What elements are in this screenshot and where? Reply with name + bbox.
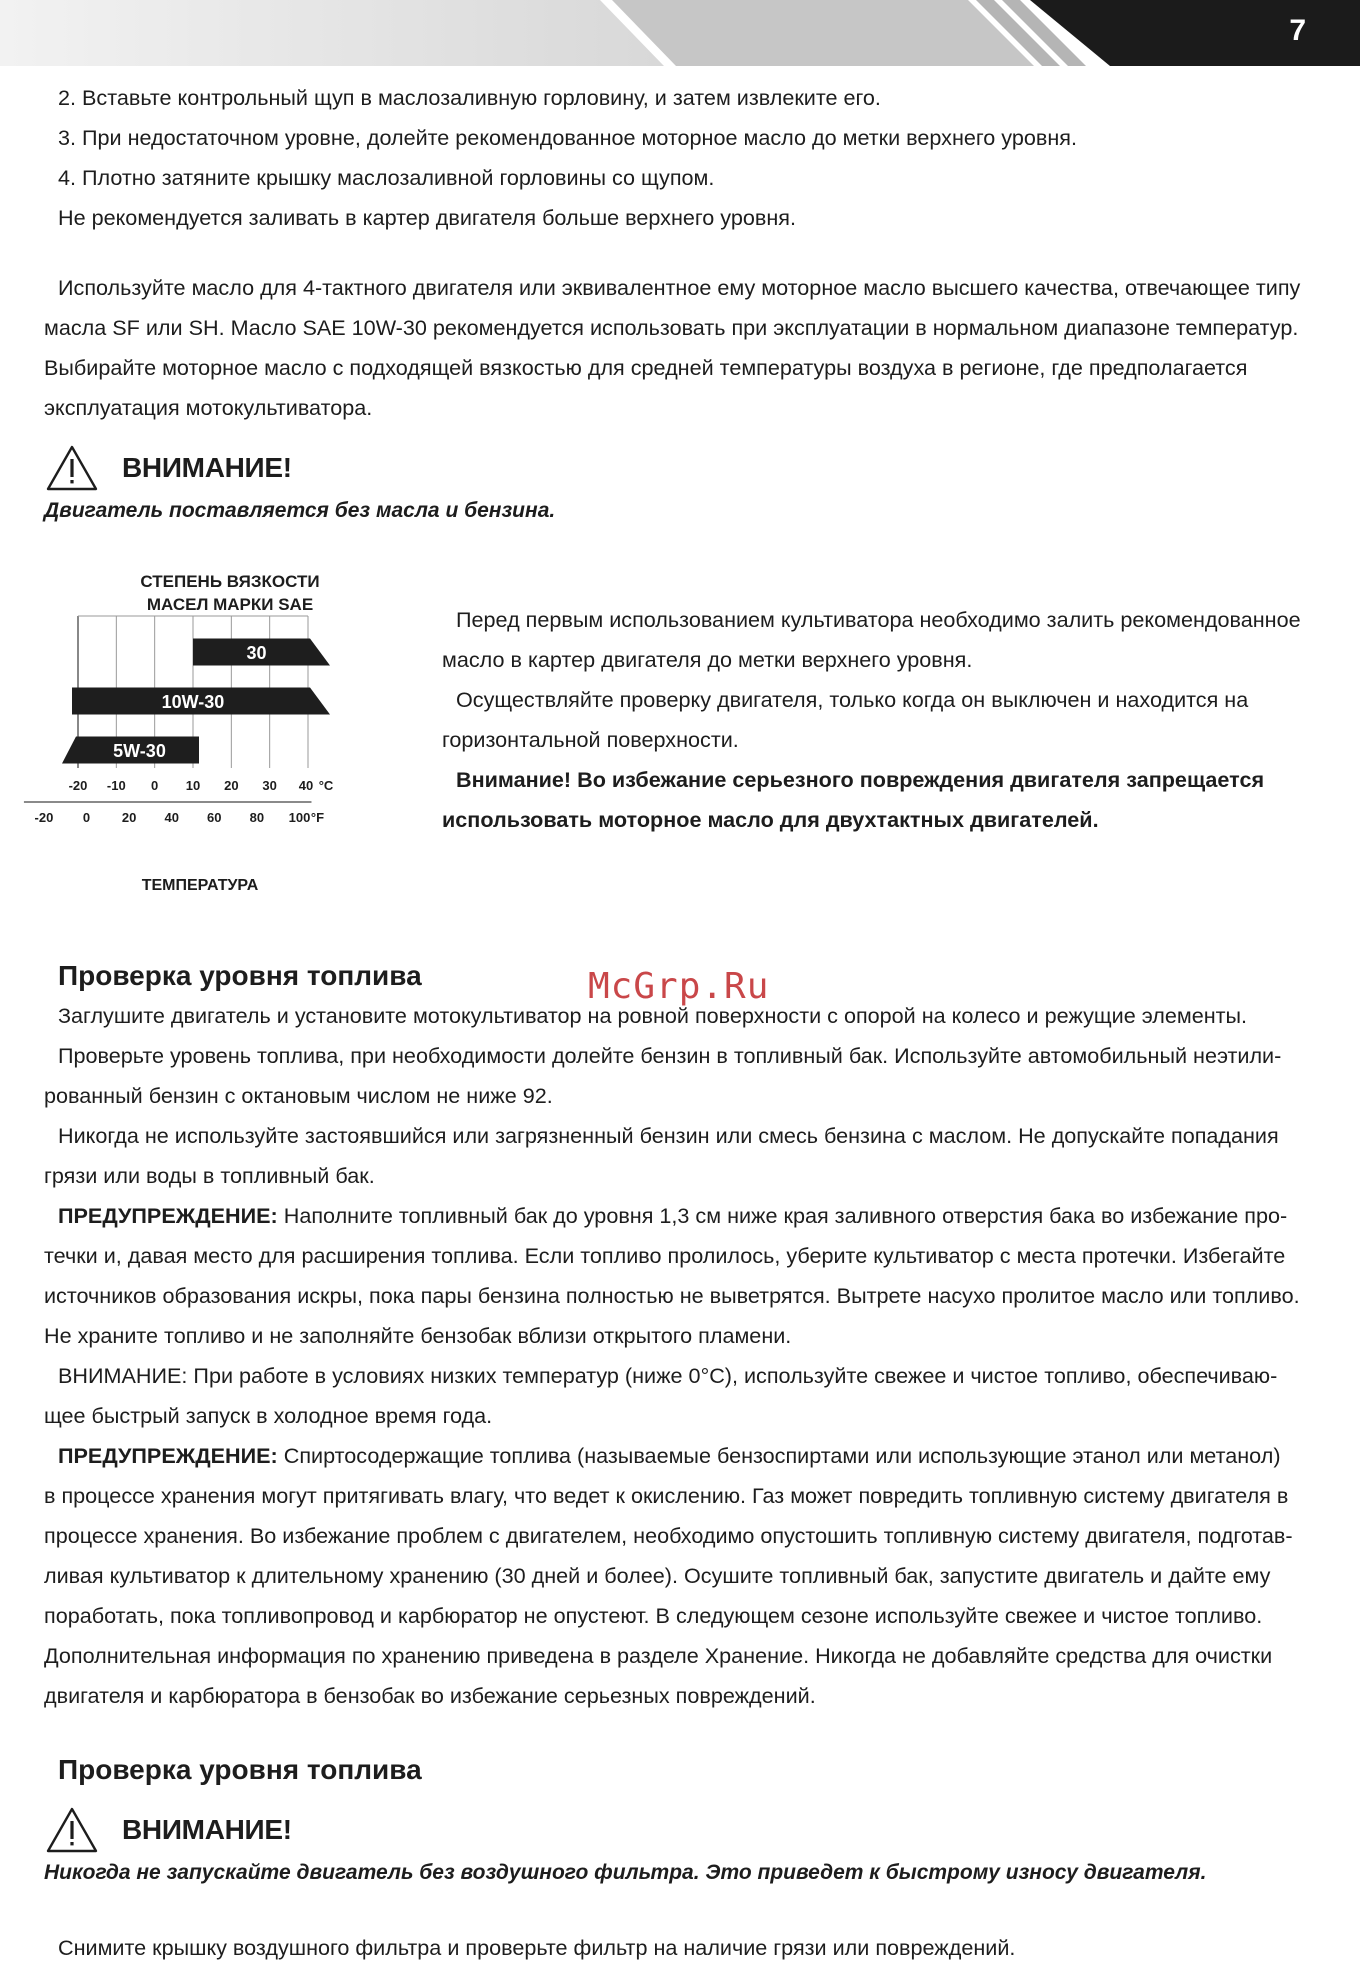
chart-tick-label-f: 40 [164, 810, 179, 825]
chart-tick-label-c: 0 [151, 778, 159, 793]
oil-line-2: масла SF или SH. Масло SAE 10W-30 рекомендуется использовать при эксплуатации в нормальном диапазоне температур. [44, 315, 1299, 340]
chart-tick-label-c: -20 [68, 778, 88, 793]
page-header [0, 0, 1360, 66]
chart-tick-label-c: -10 [106, 778, 126, 793]
note-3-line-2: использовать моторное масло для двухтактных двигателей. [442, 807, 1099, 832]
fuel-p2-l1: Проверьте уровень топлива, при необходимости долейте бензин в топливный бак. Используйте автомобильный неэтили- [58, 1043, 1282, 1068]
chart-bar-label: 5W-30 [113, 741, 166, 761]
step-3: 3. При недостаточном уровне, долейте рекомендованное моторное масло до метки верхнего уровня. [58, 125, 1077, 150]
note-2-line-1: Осуществляйте проверку двигателя, только когда он выключен и находится на [456, 687, 1249, 712]
fuel-p5-l1: ВНИМАНИЕ: При работе в условиях низких температур (ниже 0°С), используйте свежее и чистое топливо, обеспечиваю- [58, 1363, 1278, 1388]
step-2: 2. Вставьте контрольный щуп в маслозаливную горловину, и затем извлеките его. [58, 85, 881, 110]
chart-bar-label: 30 [246, 643, 267, 663]
intro-steps [44, 78, 1360, 238]
warning-2-heading [44, 1804, 1360, 1856]
oil-line-4: эксплуатация мотокультиватора. [44, 395, 373, 420]
fuel-p2-l2: рованный бензин с октановым числом не ниже 92. [44, 1083, 553, 1108]
fuel-section-body [44, 996, 1360, 1716]
warning-triangle-icon [46, 1806, 98, 1854]
warning-1-text: Двигатель поставляется без масла и бензина. [44, 499, 556, 522]
warning-1-title: ВНИМАНИЕ! [122, 452, 292, 483]
chart-tick-label-f: 20 [121, 810, 137, 825]
note-1-line-1: Перед первым использованием культиватора необходимо залить рекомендованное [456, 607, 1301, 632]
step-note: Не рекомендуется заливать в картер двигателя больше верхнего уровня. [58, 205, 796, 230]
oil-line-3: Выбирайте моторное масло с подходящей вязкостью для средней температуры воздуха в регионе, где предполагается [44, 355, 1248, 380]
fuel-p6-l7: двигателя и карбюратора в бензобак во избежание серьезных повреждений. [44, 1683, 816, 1708]
fuel-p6-l5: поработать, пока топливопровод и карбюратор не опустеют. В следующем сезоне используйте свежее и чистое топливо. [44, 1603, 1263, 1628]
chart-unit-c: °C [318, 778, 334, 793]
viscosity-section [34, 558, 1360, 942]
fuel-p3-l1: Никогда не используйте застоявшийся или загрязненный бензин или смесь бензина с маслом. Не допускайте попадания [58, 1123, 1279, 1148]
fuel-p5-l2: щее быстрый запуск в холодное время года. [44, 1403, 493, 1428]
chart-title-line-1: СТЕПЕНЬ ВЯЗКОСТИ [140, 572, 320, 591]
note-2-line-2: горизонтальной поверхности. [442, 727, 739, 752]
fuel-p3-l2: грязи или воды в топливный бак. [44, 1163, 375, 1188]
chart-x-label: ТЕМПЕРАТУРА [141, 877, 259, 894]
fuel-p1: Заглушите двигатель и установите мотокультиватор на ровной поверхности с опорой на колесо и режущие элементы. [58, 1003, 1248, 1028]
oil-paragraph [44, 268, 1360, 428]
viscosity-chart [34, 558, 434, 942]
chart-tick-label-f: 0 [82, 810, 91, 825]
page-number: 7 [1289, 14, 1306, 47]
chart-tick-label-f: 60 [207, 810, 222, 825]
step-4: 4. Плотно затяните крышку маслозаливной горловины со щупом. [58, 165, 715, 190]
fuel-p6-l1-text: Спиртосодержащие топлива (называемые бензоспиртами или использующие этанол или метанол) [277, 1443, 1281, 1468]
fuel-warning-label-1: ПРЕДУПРЕЖДЕНИЕ: [58, 1203, 278, 1228]
note-1-line-2: масло в картер двигателя до метки верхнего уровня. [442, 647, 973, 672]
chart-unit-f: °F [310, 810, 325, 825]
chart-title-line-2: МАСЕЛ МАРКИ SAE [146, 595, 314, 614]
chart-tick-label-c: 10 [185, 778, 201, 793]
fuel-warning-label-2: ПРЕДУПРЕЖДЕНИЕ: [58, 1443, 278, 1468]
fuel-p6-l2: в процессе хранения могут притягивать влагу, что ведет к окислению. Газ может повредить топливную систему двигателя в [44, 1483, 1289, 1508]
watermark: McGrp.Ru [588, 966, 770, 1007]
fuel-p4-l1-text: Наполните топливный бак до уровня 1,3 см ниже края заливного отверстия бака во избежание про- [277, 1203, 1288, 1228]
section-2-title: Проверка уровня топлива [58, 1754, 422, 1785]
chart-tick-label-c: 30 [262, 778, 277, 793]
fuel-p6-l6: Дополнительная информация по хранению приведена в разделе Хранение. Никогда не добавляйте средства для очистки [44, 1643, 1273, 1668]
viscosity-notes [442, 600, 1360, 840]
fuel-section-title: Проверка уровня топлива [58, 960, 422, 991]
page-content [34, 78, 1360, 1968]
chart-tick-label-f: 80 [249, 810, 265, 825]
fuel-p6-l3: процессе хранения. Во избежание проблем с двигателем, необходимо опустошить топливную систему двигателя, подготав- [44, 1523, 1293, 1548]
fuel-p4-l3: источников образования искры, пока пары бензина полностью не выветрятся. Вытрете насухо пролитое масло или топливо. [44, 1283, 1300, 1308]
note-3-line-1: Внимание! Во избежание серьезного повреждения двигателя запрещается [456, 767, 1265, 792]
header-decoration [0, 0, 1360, 66]
fuel-p6-l1 [44, 1436, 1360, 1476]
warning-2-title: ВНИМАНИЕ! [122, 1814, 292, 1845]
chart-tick-label-c: 40 [298, 778, 314, 793]
warning-1-heading [44, 442, 1360, 494]
fuel-p4-l1 [44, 1196, 1360, 1236]
warning-triangle-icon [46, 444, 98, 492]
chart-tick-label-c: 20 [224, 778, 239, 793]
warning-2-text: Никогда не запускайте двигатель без воздушного фильтра. Это приведет к быстрому износу двигателя. [44, 1861, 1207, 1884]
air-filter-instruction: Снимите крышку воздушного фильтра и проверьте фильтр на наличие грязи или повреждений. [58, 1935, 1016, 1960]
fuel-p6-l4: ливая культиватор к длительному хранению (30 дней и более). Осушите топливный бак, запустите двигатель и дайте ему [44, 1563, 1271, 1588]
oil-line-1: Используйте масло для 4-тактного двигателя или эквивалентное ему моторное масло высшего качества, отвечающее типу [58, 275, 1301, 300]
chart-tick-label-f: 100 [288, 810, 311, 825]
chart-bar-label: 10W-30 [161, 692, 225, 712]
fuel-p4-l4: Не храните топливо и не заполняйте бензобак вблизи открытого пламени. [44, 1323, 792, 1348]
fuel-p4-l2: течки и, давая место для расширения топлива. Если топливо пролилось, уберите культиватор с места протечки. Избегайте [44, 1243, 1286, 1268]
chart-tick-label-f: -20 [34, 810, 54, 825]
